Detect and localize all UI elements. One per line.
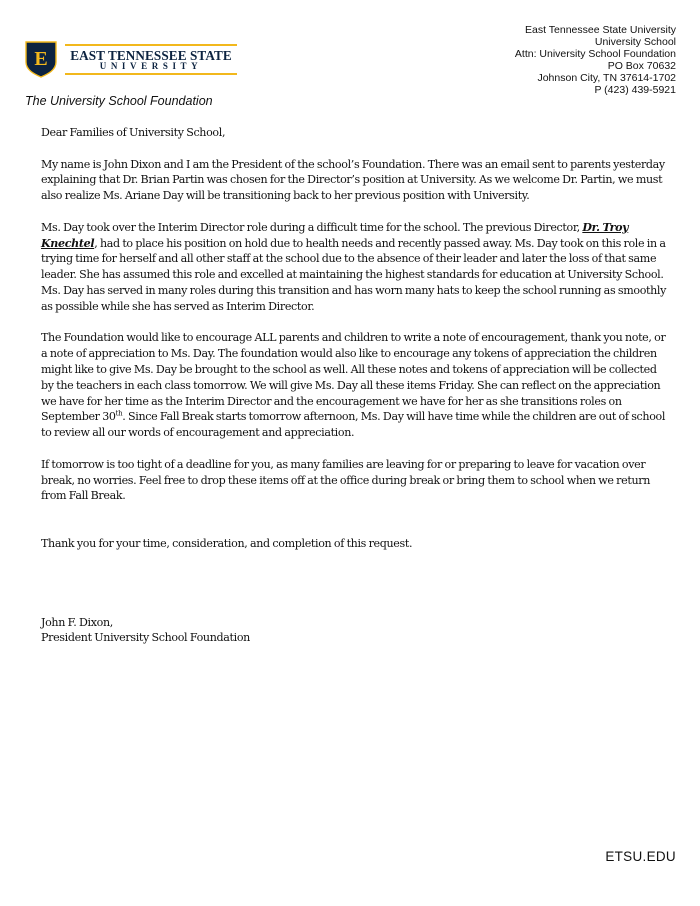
letter-body [41, 125, 671, 646]
address-line: PO Box 70632 [607, 60, 676, 72]
paragraph-text: Ms. Day took over the Interim Director role during a difficult time for the school. The previous Director, [41, 220, 583, 234]
return-address [515, 24, 676, 96]
footer-website: ETSU.EDU [605, 849, 676, 864]
address-line: Johnson City, TN 37614-1702 [537, 72, 676, 84]
paragraph-interim-director [41, 220, 671, 315]
signature-title: President University School Foundation [41, 631, 250, 645]
logo-gold-rule-top [65, 44, 237, 46]
highlighted-name: Dr. Troy Knechtel [41, 220, 629, 250]
address-line: Attn: University School Foundation [514, 48, 676, 60]
closing-line: Thank you for your time, consideration, and completion of this request. [41, 536, 413, 550]
paragraph-text: , had to place his position on hold due to health needs and recently passed away. Ms. Day took on this role in a trying time for herself and all other staff at the school due to the absence of their leader and later the loss of that same leader. She has assumed this role and excelled at maintaining the highest standards for education at University School. Ms. Day has served in many roles during this transition and has worn many hats to keep the school running as smoothly as possible while she has served as Interim Director. [41, 236, 667, 313]
address-line: University School [594, 36, 676, 48]
paragraph-request [41, 330, 671, 441]
logo-name-line1: EAST TENNESSEE STATE [70, 48, 232, 63]
address-line: East Tennessee State University [525, 24, 676, 36]
address-phone: P (423) 439-5921 [594, 84, 676, 96]
etsu-shield-icon [24, 40, 58, 78]
foundation-title: The University School Foundation [25, 94, 213, 108]
logo-gold-rule-bottom [65, 73, 237, 75]
paragraph-intro: My name is John Dixon and I am the President of the school’s Foundation. There was an email sent to parents yesterday explaining that Dr. Brian Partin was chosen for the Director’s position at University. As we welcome Dr. Partin, we must also realize Ms. Ariane Day will be transitioning back to her previous position with University. [41, 157, 665, 203]
paragraph-text: The Foundation would like to encourage ALL parents and children to write a note of encouragement, thank you note, or a note of appreciation to Ms. Day. The foundation would also like to encourage any tokens of appreciation the children might like to give Ms. Day be brought to the school as well. All these notes and tokens of appreciation will be collected by the teachers in each class tomorrow. We will give Ms. Day all these items Friday. She can reflect on the appreciation we have for her time as the Interim Director and the encouragement we have for her as she transitions roles on September 30 [41, 331, 666, 424]
salutation: Dear Families of University School, [41, 126, 226, 139]
etsu-logo [24, 40, 232, 78]
shield-letter: E [34, 48, 48, 70]
paragraph-text: . Since Fall Break starts tomorrow afternoon, Ms. Day will have time while the children are out of school to review all our words of encouragement and appreciation. [41, 410, 666, 440]
ordinal-suffix: th [115, 409, 123, 418]
paragraph-deadline: If tomorrow is too tight of a deadline for you, as many families are leaving for or preparing to leave for vacation over break, no worries. Feel free to drop these items off at the office during break or bring them to school when we return from Fall Break. [41, 457, 650, 503]
signature-name: John F. Dixon, [41, 615, 113, 629]
logo-name-line2: UNIVERSITY [99, 61, 203, 71]
signature-block [41, 615, 671, 647]
